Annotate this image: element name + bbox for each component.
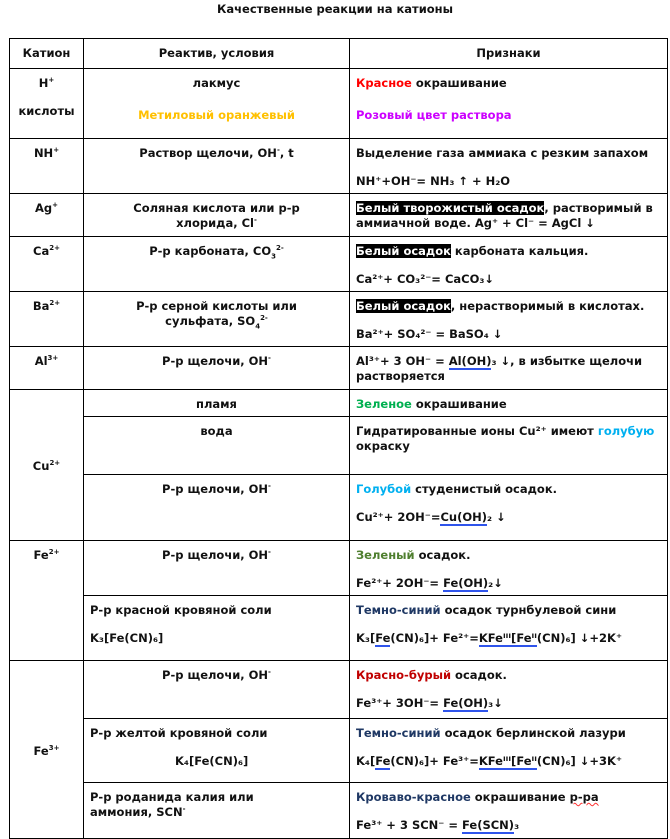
cation-cell <box>10 661 84 839</box>
reagent-text: Метиловый оранжевый <box>138 108 295 122</box>
cation-charge: 3+ <box>47 354 59 363</box>
signs-cell <box>350 292 668 347</box>
cation-cell <box>10 194 84 237</box>
header-reagent: Реактив, условия <box>84 39 350 69</box>
sign-colored: голубую <box>597 424 655 438</box>
sign-text: Розовый цвет раствора <box>356 108 512 122</box>
table-header <box>10 39 668 69</box>
reagent-cell: пламя <box>84 390 350 417</box>
reagent-cell <box>84 237 350 292</box>
cation-charge: + <box>53 146 60 155</box>
sign-colored: Зеленый <box>356 548 415 562</box>
signs-cell <box>350 541 668 596</box>
table-row <box>10 475 668 541</box>
table-row <box>10 661 668 719</box>
cation-cell <box>10 541 84 661</box>
sign-text: осадок. <box>451 668 507 682</box>
table-row <box>10 541 668 596</box>
table-row <box>10 237 668 292</box>
sign-text: аммиачной воде. Ag⁺ + Cl⁻ = AgCl ↓ <box>356 216 595 230</box>
reagent-text: Р-р щелочи, OH <box>162 548 269 562</box>
cation-cell <box>10 139 84 194</box>
reagent-formula: K₄[Fe(CN)₆] <box>175 754 249 768</box>
reagent-charge: - <box>276 146 280 155</box>
equation-product: Fe <box>375 754 391 768</box>
signs-cell <box>350 475 668 541</box>
sign-highlight: Белый осадок <box>356 299 451 313</box>
equation-product: KFeᴵᴵᴵ[Feᴵᴵ <box>478 754 537 768</box>
reagent-charge: 2- <box>260 314 268 323</box>
table-row <box>10 783 668 839</box>
table-row <box>10 417 668 475</box>
equation: Ba²⁺+ SO₄²⁻ = BaSO₄ ↓ <box>356 327 503 341</box>
sign-text: окрашивание <box>411 76 507 90</box>
reagent-text: Р-р щелочи, OH <box>162 354 269 368</box>
signs-cell <box>350 783 668 839</box>
table-row <box>10 596 668 661</box>
reagent-charge: 2- <box>275 244 284 253</box>
cation-cell <box>10 390 84 541</box>
equation: Ca²⁺+ CO₃²⁻= CaCO₃↓ <box>356 272 495 286</box>
reagent-cell <box>84 541 350 596</box>
reagent-cell <box>84 475 350 541</box>
reagent-text: хлорида, Cl <box>176 216 254 230</box>
reagent-charge: - <box>268 354 271 363</box>
equation-product: Fe(OH) <box>443 576 489 590</box>
sign-text: растворяется <box>356 369 445 383</box>
reagent-cell <box>84 69 350 139</box>
equation-product: Al(OH) <box>448 354 492 368</box>
equation: (CN)₆] ↓+2K⁺ <box>536 631 623 645</box>
reagent-text: Р-р щелочи, OH <box>162 668 269 682</box>
table-row <box>10 347 668 390</box>
equation: ₃ <box>514 818 520 832</box>
equation: Fe³⁺+ 3OH⁻= <box>356 696 444 710</box>
reagent-cell <box>84 719 350 783</box>
cation-label: Fe <box>33 548 49 562</box>
reagent-text: Р-р красной кровяной соли <box>90 603 272 617</box>
signs-cell <box>350 719 668 783</box>
sign-text: студенистый осадок. <box>411 482 557 496</box>
reagent-index: 3 <box>271 252 276 261</box>
equation-product: Fe(SCN) <box>462 818 515 832</box>
equation: ₃↓ <box>488 696 503 710</box>
cation-charge: + <box>48 76 55 85</box>
sign-text: , нерастворимый в кислотах. <box>450 299 645 313</box>
reagent-text: Р-р желтой кровяной соли <box>90 726 268 740</box>
reagent-cell <box>84 347 350 390</box>
table-row <box>10 69 668 139</box>
reagent-text: , t <box>279 146 294 160</box>
sign-colored: Красное <box>356 76 412 90</box>
equation-product: Cu(OH) <box>440 510 488 524</box>
signs-cell <box>350 596 668 661</box>
cation-label: Ag <box>34 201 53 215</box>
table-row <box>10 390 668 417</box>
cation-charge: 3+ <box>48 743 60 752</box>
equation: (CN)₆]+ Fe²⁺= <box>390 631 479 645</box>
reagent-text: Р-р серной кислоты или <box>136 299 297 313</box>
sign-colored: Кроваво-красное <box>356 790 471 804</box>
signs-cell <box>350 661 668 719</box>
cation-label: NH <box>33 146 54 160</box>
equation: Fe²⁺+ 2OH⁻= <box>356 576 444 590</box>
sign-text: Выделение газа аммиака с резким запахом <box>356 146 649 160</box>
cation-label: H <box>38 76 49 90</box>
sign-colored: Темно-синий <box>356 603 441 617</box>
table-row <box>10 719 668 783</box>
reagent-text: лакмус <box>192 76 241 90</box>
reagent-text: Раствор щелочи, OH <box>139 146 277 160</box>
sign-text: Гидратированные ионы Cu²⁺ имеют <box>356 424 598 438</box>
equation-product: Fe <box>375 631 391 645</box>
signs-cell <box>350 417 668 475</box>
reagent-charge: - <box>268 548 271 557</box>
equation: ₂ ↓ <box>487 510 506 524</box>
reagent-formula: K₃[Fe(CN)₆] <box>90 631 164 645</box>
equation: K₄[ <box>356 754 376 768</box>
equation-product: KFeᴵᴵᴵ[Feᴵᴵ <box>478 631 537 645</box>
cation-charge: 2+ <box>49 299 61 308</box>
equation: ₂↓ <box>488 576 503 590</box>
reagent-cell <box>84 194 350 237</box>
sign-colored: Зеленое <box>356 397 412 411</box>
table-row <box>10 139 668 194</box>
sign-colored: Красно-бурый <box>356 668 452 682</box>
reagent-cell <box>84 139 350 194</box>
reagent-text: Р-р щелочи, OH <box>162 482 269 496</box>
signs-cell <box>350 69 668 139</box>
equation: ₃ ↓, в избытке щелочи <box>491 354 643 368</box>
equation: Fe³⁺ + 3 SCN⁻ = <box>356 818 463 832</box>
sign-text: карбоната кальция. <box>450 244 589 258</box>
reagent-charge: - <box>268 668 271 677</box>
cation-label: Al <box>34 354 48 368</box>
cation-label: Fe <box>33 743 49 758</box>
header-signs: Признаки <box>350 39 668 69</box>
cation-cell <box>10 347 84 390</box>
reagent-cell: вода <box>84 417 350 475</box>
cation-charge: 2+ <box>48 548 60 557</box>
sign-highlight: Белый творожистый осадок <box>356 201 545 215</box>
cation-label: Cu <box>32 459 50 473</box>
cation-reactions-table <box>9 38 668 839</box>
cation-cell <box>10 292 84 347</box>
sign-text: осадок берлинской лазури <box>440 726 626 740</box>
sign-colored: Темно-синий <box>356 726 441 740</box>
reagent-charge: - <box>253 216 257 225</box>
cation-note: кислоты <box>18 104 75 118</box>
equation: K₃[ <box>356 631 376 645</box>
header-cation: Катион <box>10 39 84 69</box>
cation-cell <box>10 237 84 292</box>
signs-cell <box>350 390 668 417</box>
cation-charge: 2+ <box>49 459 61 468</box>
sign-colored: Голубой <box>356 482 412 496</box>
sign-text: окраску <box>356 439 410 453</box>
reagent-cell <box>84 292 350 347</box>
page-title: Качественные реакции на катионы <box>217 2 453 16</box>
sign-text: окрашивание <box>470 790 570 804</box>
equation: (CN)₆]+ Fe³⁺= <box>390 754 479 768</box>
reagent-text: Р-р карбоната, CO <box>149 244 272 258</box>
equation: Cu²⁺+ 2OH⁻= <box>356 510 441 524</box>
cation-charge: 2+ <box>49 244 60 253</box>
cation-cell <box>10 69 84 139</box>
reagent-text: аммония, SCN <box>90 805 183 819</box>
reagent-charge: - <box>268 482 271 491</box>
cation-label: Ca <box>33 244 50 258</box>
reagent-charge: - <box>182 805 186 814</box>
signs-cell <box>350 347 668 390</box>
reagent-text: сульфата, SO <box>165 314 256 328</box>
reagent-cell <box>84 661 350 719</box>
sign-highlight: Белый осадок <box>356 244 451 258</box>
signs-cell <box>350 237 668 292</box>
sign-text: , растворимый в <box>544 201 653 215</box>
reagent-cell <box>84 596 350 661</box>
reagent-text: Соляная кислота или р-р <box>133 201 300 215</box>
cation-label: Ba <box>32 299 50 313</box>
table-row <box>10 194 668 237</box>
sign-text: р-ра <box>569 790 599 804</box>
reagent-index: 4 <box>255 322 261 331</box>
equation: (CN)₆] ↓+3K⁺ <box>536 754 623 768</box>
equation: NH⁺+OH⁻= NH₃ ↑ + H₂O <box>356 174 511 188</box>
signs-cell <box>350 139 668 194</box>
reagent-cell <box>84 783 350 839</box>
reagent-text: Р-р роданида калия или <box>90 790 254 804</box>
sign-text: осадок турнбулевой сини <box>440 603 617 617</box>
equation-product: Fe(OH) <box>443 696 489 710</box>
equation: Al³⁺+ 3 OH⁻ = <box>356 354 449 368</box>
cation-charge: + <box>52 201 58 210</box>
sign-text: осадок. <box>414 548 471 562</box>
table-row <box>10 292 668 347</box>
signs-cell <box>350 194 668 237</box>
sign-text: окрашивание <box>411 397 507 411</box>
